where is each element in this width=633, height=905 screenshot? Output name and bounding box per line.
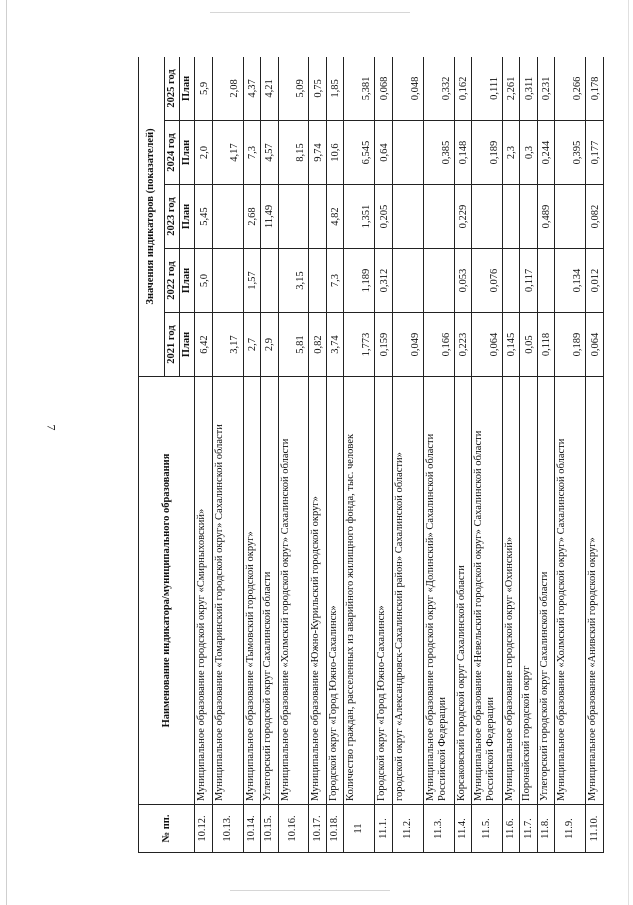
row-value: 2,9: [261, 313, 279, 377]
row-value: 0,75: [309, 57, 327, 121]
row-value: 5,09: [278, 57, 309, 121]
table-row: [344, 57, 375, 853]
row-value: [423, 249, 454, 313]
table-row: [537, 57, 555, 853]
row-value: 6,42: [195, 313, 213, 377]
table-row: [326, 57, 344, 853]
row-name: Муниципальное образование «Тымовский городской округ»: [243, 377, 261, 805]
row-value: 9,74: [309, 121, 327, 185]
header-num: № пп.: [139, 805, 195, 853]
row-name: Количество граждан, расселенных из аварийного жилищного фонда, тыс. человек: [344, 377, 375, 805]
row-value: [502, 185, 520, 249]
row-value: 1,85: [326, 57, 344, 121]
row-name: Углегорский городской округ Сахалинской области: [261, 377, 279, 805]
row-value: [502, 249, 520, 313]
row-number: 11.5.: [472, 805, 503, 853]
row-value: 0,205: [375, 185, 393, 249]
row-value: 0,064: [472, 313, 503, 377]
row-number: 11.7.: [520, 805, 538, 853]
row-number: 11.1.: [375, 805, 393, 853]
row-value: 3,15: [278, 249, 309, 313]
row-value: 0,111: [472, 57, 503, 121]
row-value: 0,05: [520, 313, 538, 377]
row-value: 0,068: [375, 57, 393, 121]
table-row: [261, 57, 279, 853]
row-value: 0,117: [520, 249, 538, 313]
row-value: 10,6: [326, 121, 344, 185]
table-body: [195, 57, 604, 853]
row-name: городской округ «Александровск-Сахалинский район» Сахалинской области»: [392, 377, 423, 805]
row-name: Муниципальное образование городской округ «Смирныховский»: [195, 377, 213, 805]
row-value: [472, 185, 503, 249]
row-number: 11.9.: [555, 805, 586, 853]
row-number: 10.16.: [278, 805, 309, 853]
row-value: 0,223: [454, 313, 472, 377]
row-value: [261, 249, 279, 313]
row-value: 4,21: [261, 57, 279, 121]
row-value: 4,82: [326, 185, 344, 249]
table-row: [309, 57, 327, 853]
row-value: 0,145: [502, 313, 520, 377]
row-value: 0,049: [392, 313, 423, 377]
table-row: [472, 57, 503, 853]
row-value: 1,189: [344, 249, 375, 313]
row-value: 0,266: [555, 57, 586, 121]
row-value: [392, 249, 423, 313]
row-name: Муниципальное образование «Холмский городской округ» Сахалинской области: [278, 377, 309, 805]
row-value: [555, 185, 586, 249]
row-value: 1,773: [344, 313, 375, 377]
row-value: [537, 249, 555, 313]
scan-artifact-top: [210, 12, 410, 13]
table-wrapper: [138, 57, 604, 853]
rotated-table-frame: [138, 57, 604, 853]
row-value: 0,229: [454, 185, 472, 249]
row-value: 0,162: [454, 57, 472, 121]
row-value: 4,17: [212, 121, 243, 185]
row-number: 11.3.: [423, 805, 454, 853]
table-row: [195, 57, 213, 853]
row-value: 0,048: [392, 57, 423, 121]
row-value: 0,012: [586, 249, 604, 313]
row-name: Муниципальное образование «Томаринский городской округ» Сахалинской области: [212, 377, 243, 805]
row-value: 2,7: [243, 313, 261, 377]
row-value: 0,82: [309, 313, 327, 377]
row-value: 7,3: [243, 121, 261, 185]
row-value: [520, 185, 538, 249]
row-value: 0,312: [375, 249, 393, 313]
row-value: 5,381: [344, 57, 375, 121]
row-value: 0,134: [555, 249, 586, 313]
row-number: 10.14.: [243, 805, 261, 853]
row-number: 11.2.: [392, 805, 423, 853]
row-value: 5,45: [195, 185, 213, 249]
row-value: 0,064: [586, 313, 604, 377]
row-value: 0,385: [423, 121, 454, 185]
row-value: 0,311: [520, 57, 538, 121]
row-name: Поронайский городской округ: [520, 377, 538, 805]
row-name: Городской округ «Город Южно-Сахалинск»: [326, 377, 344, 805]
table-row: [243, 57, 261, 853]
header-plan: План: [180, 313, 195, 377]
row-name: Муниципальное образование «Холмский городской округ» Сахалинской области: [555, 377, 586, 805]
row-number: 10.18.: [326, 805, 344, 853]
header-plan: План: [180, 121, 195, 185]
header-plan: План: [180, 185, 195, 249]
row-number: 10.15.: [261, 805, 279, 853]
header-name: Наименование индикатора/муниципального образования: [139, 377, 195, 805]
row-number: 11: [344, 805, 375, 853]
scan-edge-left: [6, 0, 7, 905]
row-value: 2,3: [502, 121, 520, 185]
table-row: [212, 57, 243, 853]
page-number: 7: [44, 424, 59, 431]
row-value: 0,082: [586, 185, 604, 249]
row-name: Муниципальное образование городской округ «Долинский» Сахалинской области Российской Федерации: [423, 377, 454, 805]
row-value: 0,177: [586, 121, 604, 185]
header-year: 2023 год: [165, 185, 180, 249]
table-row: [520, 57, 538, 853]
header-year: 2021 год: [165, 313, 180, 377]
row-value: 2,08: [212, 57, 243, 121]
row-number: 11.4.: [454, 805, 472, 853]
table-row: [278, 57, 309, 853]
row-value: 0,189: [472, 121, 503, 185]
row-number: 10.17.: [309, 805, 327, 853]
row-value: 0,64: [375, 121, 393, 185]
row-value: 0,3: [520, 121, 538, 185]
row-value: [309, 185, 327, 249]
row-value: 4,37: [243, 57, 261, 121]
row-value: 6,545: [344, 121, 375, 185]
row-name: Муниципальное образование «Анивский городской округ»: [586, 377, 604, 805]
row-number: 10.13.: [212, 805, 243, 853]
row-number: 10.12.: [195, 805, 213, 853]
row-value: [392, 121, 423, 185]
header-year: 2025 год: [165, 57, 180, 121]
row-value: 3,17: [212, 313, 243, 377]
row-value: 3,74: [326, 313, 344, 377]
row-value: 2,68: [243, 185, 261, 249]
row-value: 5,0: [195, 249, 213, 313]
row-value: 0,489: [537, 185, 555, 249]
header-year: 2022 год: [165, 249, 180, 313]
row-value: 0,148: [454, 121, 472, 185]
table-row: [454, 57, 472, 853]
row-name: Углегорский городской округ Сахалинской области: [537, 377, 555, 805]
table-row: [555, 57, 586, 853]
row-value: 0,231: [537, 57, 555, 121]
indicator-table: [138, 57, 604, 853]
table-row: [586, 57, 604, 853]
row-name: Городской округ «Город Южно-Сахалинск»: [375, 377, 393, 805]
row-value: 5,81: [278, 313, 309, 377]
header-year: 2024 год: [165, 121, 180, 185]
header-plan: План: [180, 57, 195, 121]
header-plan: План: [180, 249, 195, 313]
row-value: 4,57: [261, 121, 279, 185]
row-value: [392, 185, 423, 249]
row-name: Муниципальное образование «Южно-Курильский городской округ»: [309, 377, 327, 805]
row-value: 7,3: [326, 249, 344, 313]
row-value: 0,395: [555, 121, 586, 185]
row-value: 0,178: [586, 57, 604, 121]
header-values-group: Значения индикаторов (показателей): [139, 57, 165, 377]
row-value: 0,244: [537, 121, 555, 185]
row-value: 0,053: [454, 249, 472, 313]
row-value: 2,0: [195, 121, 213, 185]
row-value: 0,332: [423, 57, 454, 121]
row-value: 0,118: [537, 313, 555, 377]
row-value: 0,166: [423, 313, 454, 377]
row-value: 0,076: [472, 249, 503, 313]
row-value: 0,189: [555, 313, 586, 377]
row-name: Муниципальное образование городской округ «Охинский»: [502, 377, 520, 805]
row-value: [212, 249, 243, 313]
table-row: [502, 57, 520, 853]
scan-edge-right: [628, 0, 629, 905]
row-number: 11.10.: [586, 805, 604, 853]
row-number: 11.6.: [502, 805, 520, 853]
row-value: 1,351: [344, 185, 375, 249]
scan-artifact-bottom: [230, 890, 390, 891]
row-name: Муниципальное образование «Невельский городской округ» Сахалинской области Российской Федерации: [472, 377, 503, 805]
row-name: Корсаковский городской округ Сахалинской области: [454, 377, 472, 805]
row-value: 8,15: [278, 121, 309, 185]
row-value: 0,159: [375, 313, 393, 377]
row-value: 2,261: [502, 57, 520, 121]
row-value: [278, 185, 309, 249]
row-value: 5,9: [195, 57, 213, 121]
row-value: [309, 249, 327, 313]
table-row: [392, 57, 423, 853]
row-number: 11.8.: [537, 805, 555, 853]
row-value: [423, 185, 454, 249]
table-row: [423, 57, 454, 853]
table-row: [375, 57, 393, 853]
row-value: [212, 185, 243, 249]
row-value: 11,49: [261, 185, 279, 249]
row-value: 1,57: [243, 249, 261, 313]
